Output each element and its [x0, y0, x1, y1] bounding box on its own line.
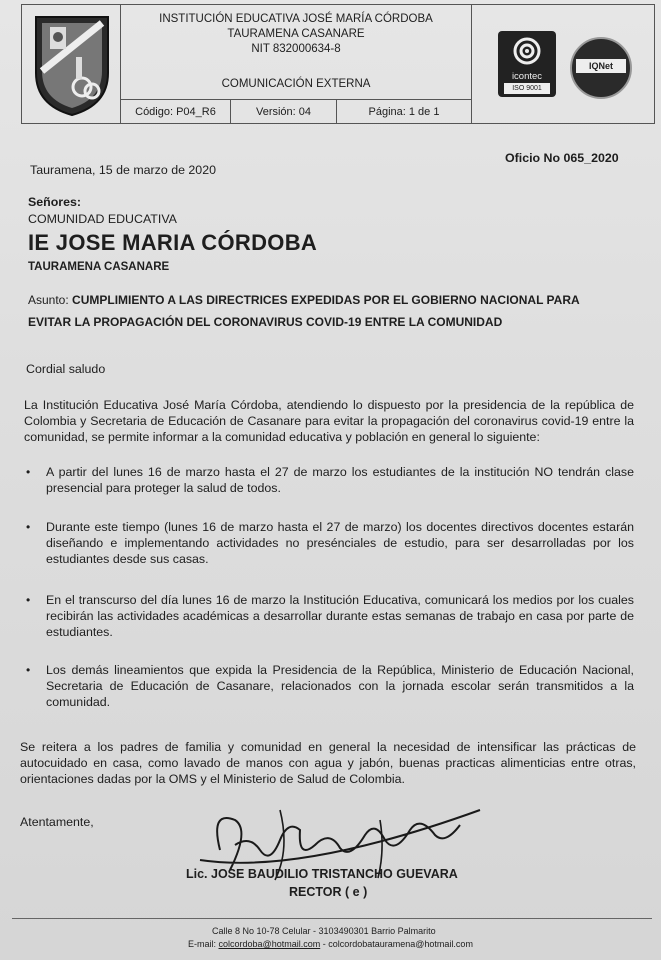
footer-address: Calle 8 No 10-78 Celular - 3103490301 Barrio Palmarito	[212, 926, 436, 936]
recipient-location: TAURAMENA CASANARE	[28, 261, 170, 273]
bullet-item-2: Durante este tiempo (lunes 16 de marzo hasta el 27 de marzo) los docentes directivos docentes estarán diseñando e implementando actividades no presénciales de estudio, para ser desarrolladas por los estudiantes desde sus casas.	[46, 520, 634, 566]
signer-name: Lic. JOSE BAUDILIO TRISTANCHO GUEVARA	[186, 867, 458, 881]
letterhead	[21, 4, 655, 124]
icontec-icon	[498, 31, 556, 71]
header-center	[121, 4, 471, 100]
bullet-item-1: A partir del lunes 16 de marzo hasta el 27 de marzo los estudiantes de la institución NO tendrán clase presencial para proteger la salud de todos.	[46, 465, 634, 495]
bullet-dot: •	[26, 593, 31, 607]
doc-page: Página: 1 de 1	[368, 105, 440, 118]
subject-text-1: CUMPLIMIENTO A LAS DIRECTRICES EXPEDIDAS POR EL GOBIERNO NACIONAL PARA	[72, 293, 580, 307]
place-date: Tauramena, 15 de marzo de 2020	[30, 163, 216, 177]
doc-version: Versión: 04	[231, 100, 337, 123]
recipient-community: COMUNIDAD EDUCATIVA	[28, 212, 177, 226]
footer-email-line	[188, 938, 473, 950]
subject-text-2: EVITAR LA PROPAGACIÓN DEL CORONAVIRUS COVID-19 ENTRE LA COMUNIDAD	[28, 315, 503, 329]
footer-email-link-1[interactable]: colcordoba@hotmail.com	[218, 939, 321, 949]
recipient-institution: IE JOSE MARIA CÓRDOBA	[28, 230, 318, 255]
icontec-logo	[498, 31, 556, 97]
signer-role: RECTOR ( e )	[289, 885, 368, 899]
header-codes-row	[121, 100, 471, 124]
institution-name: INSTITUCIÓN EDUCATIVA JOSÉ MARÍA CÓRDOBA	[159, 13, 433, 25]
footer-divider	[12, 918, 652, 919]
footer-email-2[interactable]: - colcordobatauramena@hotmail.com	[322, 939, 473, 949]
bullet-dot: •	[26, 465, 31, 479]
closing-paragraph: Se reitera a los padres de familia y comunidad en general la necesidad de intensificar las prácticas de autocuidado en casa, como lavado de manos con agua y jabón, buenas practicas alimenticias entre otras, orientaciones dadas por la OMS y el Ministerio de Salud de Colombia.	[20, 740, 636, 786]
certifications-cell	[471, 4, 655, 124]
iqnet-label: IQNet	[576, 59, 626, 73]
doc-code: Código: P04_R6	[121, 100, 231, 123]
icontec-label: icontec	[511, 71, 543, 82]
bullet-dot: •	[26, 663, 31, 677]
oficio-number: Oficio No 065_2020	[505, 151, 619, 165]
school-shield-logo	[32, 13, 112, 117]
logo-cell	[21, 4, 121, 124]
farewell: Atentamente,	[20, 815, 94, 829]
institution-nit: NIT 832000634-8	[251, 43, 341, 55]
iso-label: ISO 9001	[504, 83, 550, 94]
bullet-item-3: En el transcurso del día lunes 16 de marzo la Institución Educativa, comunicará los medios por los cuales recibirán las actividades académicas a desarrollar durante estas semanas de trabajo en casa por parte de estudiantes.	[46, 593, 634, 639]
iqnet-logo	[570, 37, 632, 99]
greeting: Cordial saludo	[26, 362, 106, 376]
footer-email-label: E-mail:	[188, 939, 217, 949]
subject-line-1	[28, 292, 628, 308]
intro-paragraph: La Institución Educativa José María Córdoba, atendiendo lo dispuesto por la presidencia de la república de Colombia y Secretaria de Educación de Casanare para evitar la propagación del coronavirus covid-19 entre la comunidad, se permite informar a la comunidad educativa y población en general lo siguiente:	[24, 398, 634, 444]
salutation-to: Señores:	[28, 195, 82, 209]
subject-label: Asunto:	[28, 293, 69, 307]
document-type: COMUNICACIÓN EXTERNA	[221, 78, 371, 90]
bullet-item-4: Los demás lineamientos que expida la Presidencia de la República, Ministerio de Educación Nacional, Secretaria de Educación de Casanare, relacionados con la jornada escolar serán transmitidos a la comunidad.	[46, 663, 634, 709]
institution-location: TAURAMENA CASANARE	[227, 28, 365, 40]
bullet-dot: •	[26, 520, 31, 534]
